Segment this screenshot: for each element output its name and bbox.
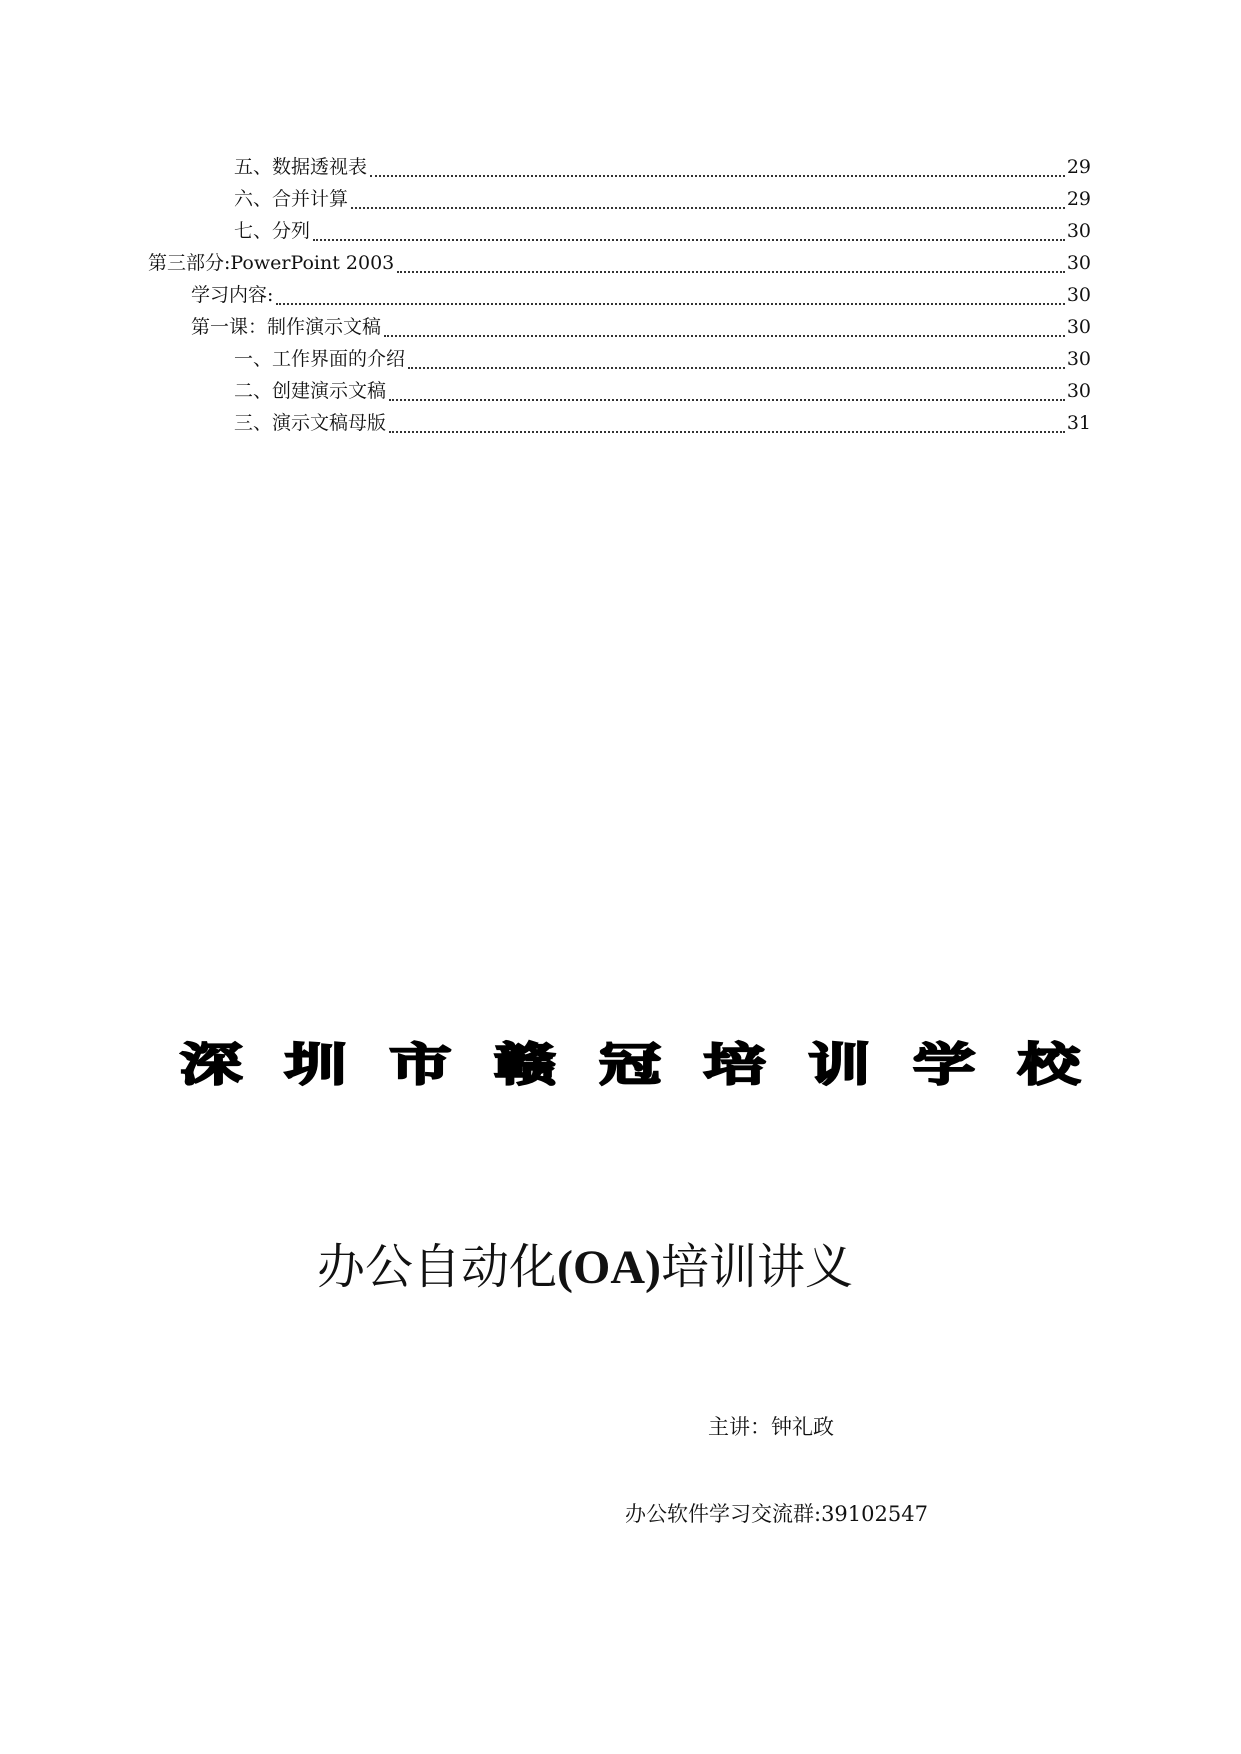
school-name-char: 培 [703, 1038, 766, 1091]
toc-dot-leader [389, 431, 1065, 433]
toc-entry-label: 第一课：制作演示文稿 [191, 316, 382, 338]
toc-entry-page: 30 [1066, 348, 1091, 370]
toc-entry-page: 29 [1066, 188, 1091, 210]
school-name-char: 学 [913, 1038, 976, 1091]
toc-dot-leader [408, 367, 1065, 369]
toc-entry [191, 279, 1091, 311]
toc-entry-label: 二、创建演示文稿 [234, 380, 387, 402]
school-name-char: 冠 [598, 1038, 661, 1091]
toc-entry [234, 183, 1091, 215]
toc-entry [191, 311, 1091, 343]
school-name-char: 赣 [494, 1038, 557, 1091]
toc-entry [148, 247, 1091, 279]
lecturer-line: 主讲：钟礼政 [708, 1415, 834, 1439]
toc-entry-page: 30 [1066, 380, 1091, 402]
course-title-abbrev: (OA) [557, 1241, 661, 1294]
toc-entry-label: 一、工作界面的介绍 [234, 348, 406, 370]
toc-dot-leader [384, 335, 1065, 337]
school-name-char: 深 [180, 1038, 243, 1091]
toc-entry-label: 三、演示文稿母版 [234, 412, 387, 434]
toc-entry-page: 29 [1066, 156, 1091, 178]
course-title-part: 培训讲义 [660, 1239, 853, 1295]
school-name-heading [180, 1020, 1080, 1110]
toc-entry-label: 第三部分:PowerPoint 2003 [148, 252, 395, 274]
toc-dot-leader [276, 303, 1064, 305]
toc-entry [234, 151, 1091, 183]
school-name-char: 训 [808, 1038, 871, 1091]
toc-entry-page: 31 [1066, 412, 1091, 434]
toc-entry [234, 407, 1091, 439]
toc-entry-page: 30 [1066, 252, 1091, 274]
course-title-part: 办公自动化 [317, 1239, 558, 1295]
toc-entry-label: 六、合并计算 [234, 188, 349, 210]
toc-entry [234, 215, 1091, 247]
course-title [317, 1232, 853, 1303]
study-group-line: 办公软件学习交流群:39102547 [625, 1502, 928, 1526]
school-name-char: 圳 [284, 1038, 347, 1091]
toc-entry [234, 375, 1091, 407]
toc-dot-leader [313, 239, 1065, 241]
toc-dot-leader [389, 399, 1065, 401]
toc-dot-leader [370, 175, 1065, 177]
toc-dot-leader [397, 271, 1065, 273]
toc-entry [234, 343, 1091, 375]
toc-entry-label: 五、数据透视表 [234, 156, 368, 178]
school-name-char: 市 [389, 1038, 452, 1091]
toc-entry-page: 30 [1066, 220, 1091, 242]
toc-entry-label: 七、分列 [234, 220, 311, 242]
toc-dot-leader [351, 207, 1065, 209]
toc-entry-page: 30 [1066, 316, 1091, 338]
toc-entry-page: 30 [1066, 284, 1091, 306]
school-name-char: 校 [1017, 1038, 1080, 1091]
toc-entry-label: 学习内容: [191, 284, 274, 306]
